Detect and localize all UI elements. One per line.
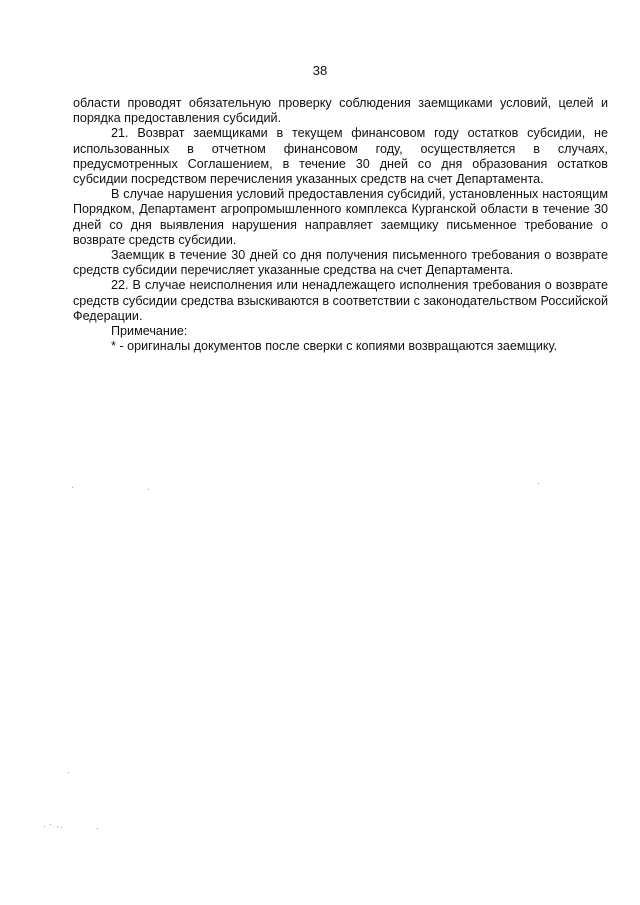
scan-speck (538, 483, 539, 484)
scan-speck (148, 489, 149, 490)
scan-speck (68, 772, 69, 773)
scan-speck (97, 828, 98, 829)
note-text: * - оригиналы документов после сверки с копиями возвращаются заемщику. (111, 339, 558, 354)
paragraph-violation: В случае нарушения условий предоставления субсидий, установленных настоящим Порядком, Департамент агропромышленного комплекса Курганской области в течение 30 дней со дня выявления нарушения направляет заемщику письменное требование о возврате средств субсидии. (73, 187, 608, 247)
paragraph-borrower: Заемщик в течение 30 дней со дня получения письменного требования о возврате средств субсидии перечисляет указанные средства на счет Департамента. (73, 248, 608, 278)
scan-speck (44, 826, 45, 827)
paragraph-22: 22. В случае неисполнения или ненадлежащего исполнения требования о возврате средств субсидии средства взыскиваются в соответствии с законодательством Российской Федерации. (73, 278, 608, 323)
scan-speck (50, 824, 51, 825)
document-body (73, 96, 608, 354)
scan-speck (61, 827, 62, 828)
scan-speck (57, 826, 58, 827)
page-number: 38 (312, 63, 328, 78)
scan-speck (72, 487, 73, 488)
paragraph-21: 21. Возврат заемщиками в текущем финансовом году остатков субсидии, не использованных в отчетном финансовом году, осуществляется в случаях, предусмотренных Соглашением, в течение 30 дней со дня образования остатков субсидии посредством перечисления указанных средств на счет Департамента. (73, 126, 608, 187)
note-heading: Примечание: (111, 324, 188, 339)
paragraph-intro: области проводят обязательную проверку соблюдения заемщиками условий, целей и порядка предоставления субсидий. (73, 96, 608, 126)
